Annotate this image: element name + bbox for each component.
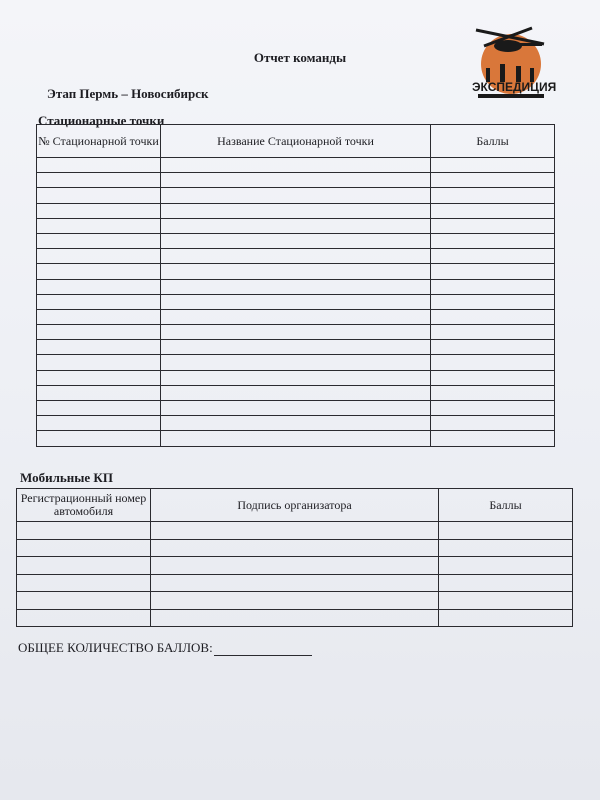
points-cell — [431, 431, 555, 446]
point-name-cell — [161, 385, 431, 400]
points-cell — [431, 309, 555, 324]
points-cell — [431, 188, 555, 203]
table-row — [37, 370, 555, 385]
table-header-row — [17, 489, 573, 522]
table-row — [37, 355, 555, 370]
car-registration-cell — [17, 574, 151, 592]
points-cell — [431, 294, 555, 309]
points-cell — [431, 249, 555, 264]
column-header-car-registration: Регистрационный номер автомобиля — [17, 489, 151, 522]
point-number-cell — [37, 309, 161, 324]
point-number-cell — [37, 279, 161, 294]
points-cell — [439, 574, 573, 592]
point-name-cell — [161, 370, 431, 385]
points-cell — [431, 401, 555, 416]
point-number-cell — [37, 294, 161, 309]
points-cell — [431, 325, 555, 340]
organizer-signature-cell — [151, 574, 439, 592]
point-number-cell — [37, 264, 161, 279]
stationary-points-table — [36, 124, 555, 447]
point-name-cell — [161, 416, 431, 431]
mobile-checkpoints-table — [16, 488, 573, 627]
mobile-section-title: Мобильные КП — [20, 470, 113, 485]
table-row — [37, 401, 555, 416]
point-name-cell — [161, 218, 431, 233]
point-name-cell — [161, 188, 431, 203]
points-cell — [431, 233, 555, 248]
car-registration-cell — [17, 609, 151, 627]
column-header-points: Баллы — [439, 489, 573, 522]
point-number-cell — [37, 173, 161, 188]
point-name-cell — [161, 431, 431, 446]
stage-label: Этап Пермь – Новосибирск — [47, 86, 209, 101]
total-points-blank — [214, 643, 312, 656]
column-header-points: Баллы — [431, 125, 555, 158]
point-number-cell — [37, 385, 161, 400]
table-row — [37, 279, 555, 294]
car-registration-cell — [17, 522, 151, 540]
table-row — [37, 340, 555, 355]
point-name-cell — [161, 203, 431, 218]
table-row — [17, 522, 573, 540]
organizer-signature-cell — [151, 539, 439, 557]
points-cell — [431, 416, 555, 431]
table-row — [17, 557, 573, 575]
stationary-section-title: Стационарные точки — [38, 113, 165, 128]
point-number-cell — [37, 249, 161, 264]
point-number-cell — [37, 218, 161, 233]
point-name-cell — [161, 340, 431, 355]
organizer-signature-cell — [151, 557, 439, 575]
table-row — [37, 249, 555, 264]
points-cell — [431, 173, 555, 188]
points-cell — [431, 264, 555, 279]
total-points-label: ОБЩЕЕ КОЛИЧЕСТВО БАЛЛОВ: — [18, 640, 213, 655]
point-number-cell — [37, 188, 161, 203]
points-cell — [431, 370, 555, 385]
document-title: Отчет команды — [253, 50, 347, 65]
table-row — [17, 609, 573, 627]
point-number-cell — [37, 340, 161, 355]
point-number-cell — [37, 431, 161, 446]
point-name-cell — [161, 401, 431, 416]
table-row — [17, 539, 573, 557]
table-row — [37, 294, 555, 309]
point-name-cell — [161, 249, 431, 264]
points-cell — [431, 158, 555, 173]
table-row — [37, 203, 555, 218]
table-row — [37, 173, 555, 188]
point-number-cell — [37, 233, 161, 248]
table-row — [37, 264, 555, 279]
point-number-cell — [37, 325, 161, 340]
column-header-organizer-signature: Подпись организатора — [151, 489, 439, 522]
point-name-cell — [161, 279, 431, 294]
point-number-cell — [37, 203, 161, 218]
points-cell — [431, 218, 555, 233]
column-header-point-name: Название Стационарной точки — [161, 125, 431, 158]
points-cell — [431, 279, 555, 294]
point-number-cell — [37, 416, 161, 431]
table-row — [37, 416, 555, 431]
points-cell — [439, 539, 573, 557]
table-row — [37, 158, 555, 173]
points-cell — [431, 340, 555, 355]
point-name-cell — [161, 158, 431, 173]
points-cell — [439, 522, 573, 540]
points-cell — [431, 203, 555, 218]
point-name-cell — [161, 173, 431, 188]
table-row — [37, 218, 555, 233]
points-cell — [439, 592, 573, 610]
point-number-cell — [37, 158, 161, 173]
organizer-signature-cell — [151, 522, 439, 540]
table-row — [17, 592, 573, 610]
point-number-cell — [37, 401, 161, 416]
table-row — [37, 233, 555, 248]
table-row — [37, 431, 555, 446]
column-header-point-number: № Стационарной точки — [37, 125, 161, 158]
point-name-cell — [161, 309, 431, 324]
logo-wordmark: ЭКСПЕДИЦИЯ — [472, 80, 557, 94]
point-name-cell — [161, 233, 431, 248]
car-registration-cell — [17, 557, 151, 575]
car-registration-cell — [17, 592, 151, 610]
organizer-signature-cell — [151, 609, 439, 627]
points-cell — [439, 609, 573, 627]
point-name-cell — [161, 294, 431, 309]
points-cell — [431, 385, 555, 400]
table-row — [37, 188, 555, 203]
total-points-line — [18, 640, 312, 656]
points-cell — [439, 557, 573, 575]
point-number-cell — [37, 370, 161, 385]
point-name-cell — [161, 325, 431, 340]
table-row — [37, 309, 555, 324]
table-row — [37, 385, 555, 400]
point-name-cell — [161, 355, 431, 370]
point-name-cell — [161, 264, 431, 279]
table-row — [37, 325, 555, 340]
points-cell — [431, 355, 555, 370]
organizer-signature-cell — [151, 592, 439, 610]
car-registration-cell — [17, 539, 151, 557]
point-number-cell — [37, 355, 161, 370]
table-header-row — [37, 125, 555, 158]
table-row — [17, 574, 573, 592]
